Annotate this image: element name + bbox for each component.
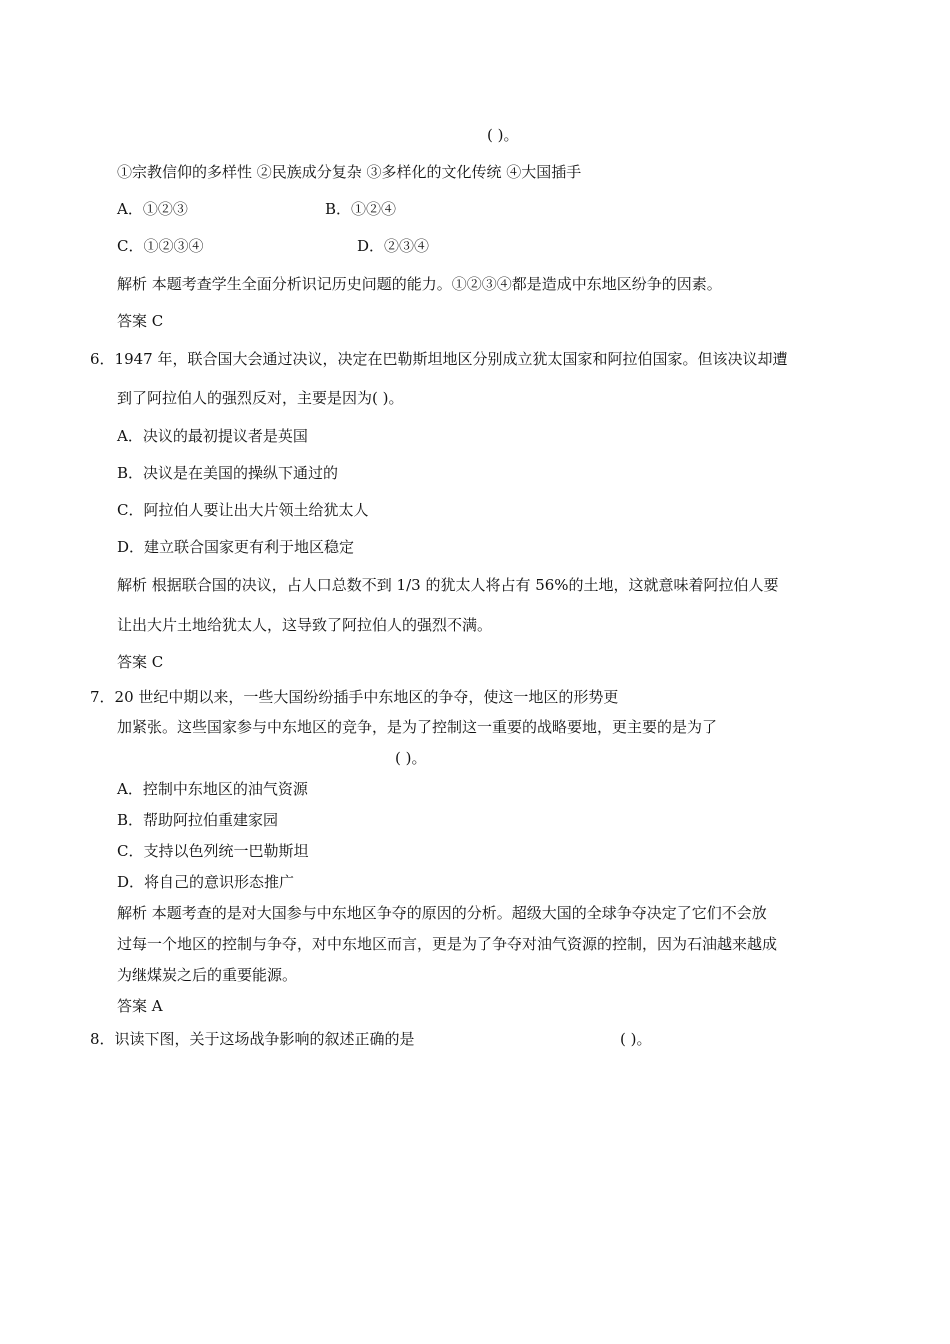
q5-numbered-items: ①宗教信仰的多样性 ②民族成分复杂 ③多样化的文化传统 ④大国插手 <box>117 163 582 181</box>
q6-option-a: A．决议的最初提议者是英国 <box>117 427 308 445</box>
q6-analysis-line-2: 让出大片土地给犹太人，这导致了阿拉伯人的强烈不满。 <box>117 616 493 634</box>
q7-analysis-line-1: 解析 本题考查的是对大国参与中东地区争夺的原因的分析。超级大国的全球争夺决定了它们不会放 <box>117 904 767 922</box>
q5-option-a: A．①②③ <box>117 200 188 218</box>
q7-stem-line-1: 7．20 世纪中期以来，一些大国纷纷插手中东地区的争夺，使这一地区的形势更 <box>90 688 619 706</box>
q6-stem-line-1: 6．1947 年，联合国大会通过决议，决定在巴勒斯坦地区分别成立犹太国家和阿拉伯国家。但该决议却遭 <box>90 350 788 368</box>
q5-analysis: 解析 本题考查学生全面分析识记历史问题的能力。①②③④都是造成中东地区纷争的因素。 <box>117 275 722 293</box>
q6-stem-line-2: 到了阿拉伯人的强烈反对，主要是因为( )。 <box>117 389 404 407</box>
q7-option-d: D．将自己的意识形态推广 <box>117 873 295 891</box>
q8-stem: 8．识读下图，关于这场战争影响的叙述正确的是 <box>90 1030 415 1048</box>
q5-option-c: C．①②③④ <box>117 237 204 255</box>
q7-option-a: A．控制中东地区的油气资源 <box>117 780 308 798</box>
q7-analysis-line-2: 过每一个地区的控制与争夺，对中东地区而言，更是为了争夺对油气资源的控制，因为石油越来越成 <box>117 935 778 953</box>
q6-analysis-line-1: 解析 根据联合国的决议，占人口总数不到 1/3 的犹太人将占有 56%的土地，这就意味着阿拉伯人要 <box>117 576 779 594</box>
q7-analysis-line-3: 为继煤炭之后的重要能源。 <box>117 966 298 984</box>
q6-answer: 答案 C <box>117 653 164 671</box>
q7-stem-line-2: 加紧张。这些国家参与中东地区的竞争，是为了控制这一重要的战略要地，更主要的是为了 <box>117 718 718 736</box>
q7-option-c: C．支持以色列统一巴勒斯坦 <box>117 842 309 860</box>
q6-option-c: C．阿拉伯人要让出大片领土给犹太人 <box>117 501 369 519</box>
q5-option-b: B．①②④ <box>325 200 397 218</box>
q6-option-b: B．决议是在美国的操纵下通过的 <box>117 464 339 482</box>
q7-answer-blank: ( )。 <box>395 749 427 767</box>
q7-option-b: B．帮助阿拉伯重建家园 <box>117 811 279 829</box>
q6-option-d: D．建立联合国家更有利于地区稳定 <box>117 538 355 556</box>
q5-answer: 答案 C <box>117 312 164 330</box>
q7-answer: 答案 A <box>117 997 163 1015</box>
q8-answer-blank: ( )。 <box>620 1030 652 1048</box>
q5-option-d: D．②③④ <box>357 237 430 255</box>
q5-answer-blank: ( )。 <box>487 126 519 144</box>
